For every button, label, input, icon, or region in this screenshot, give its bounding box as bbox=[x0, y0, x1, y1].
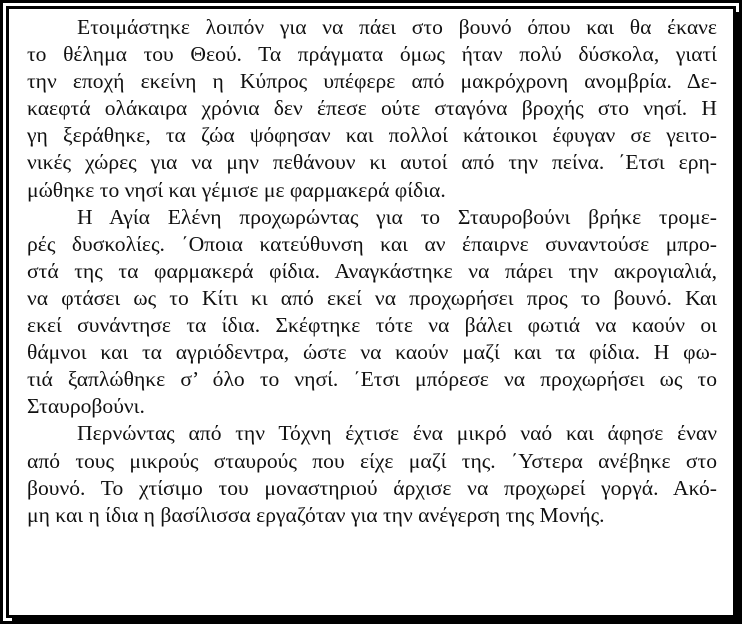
text-line: τιά ξαπλώθηκε σ’ όλο το νησί. ΄Ετσι μπόρεσε να προχωρήσει ως το bbox=[27, 367, 717, 392]
text-line: στά της τα φαρμακερά φίδια. Αναγκάστηκε να πάρει την ακρογιαλιά, bbox=[27, 258, 717, 283]
text-line: μώθηκε το νησί και γέμισε με φαρμακερά φίδια. bbox=[27, 177, 446, 202]
text-line: Σταυροβούνι. bbox=[27, 394, 145, 419]
text-line: την εποχή εκείνη η Κύπρος υπέφερε από μακρόχρονη ανομβρία. Δε- bbox=[27, 69, 717, 94]
text-line: καεφτά ολάκαιρα χρόνια δεν έπεσε ούτε σταγόνα βροχής στο νησί. Η bbox=[27, 96, 717, 121]
text-line: νικές χώρες για να μην πεθάνουν κι αυτοί από την πείνα. ΄Ετσι ερη- bbox=[27, 150, 717, 175]
text-line: γη ξεράθηκε, τα ζώα ψόφησαν και πολλοί κάτοικοι έφυγαν σε γειτο- bbox=[27, 123, 717, 148]
text-line: να φτάσει ως το Κίτι κι από εκεί να προχωρήσει προς το βουνό. Και bbox=[27, 285, 717, 310]
text-line: μη και η ίδια η βασίλισσα εργαζόταν για την ανέγερση της Μονής. bbox=[27, 502, 605, 527]
text-line: βουνό. Το χτίσιμο του μοναστηριού άρχισε να προχωρεί γοργά. Ακό- bbox=[27, 475, 717, 500]
text-line: εκεί συνάντησε τα ίδια. Σκέφτηκε τότε να βάλει φωτιά να καούν οι bbox=[27, 313, 717, 338]
text-line: από τους μικρούς σταυρούς που είχε μαζί της. ΄Υστερα ανέβηκε στο bbox=[27, 448, 717, 473]
text-block bbox=[27, 14, 717, 529]
text-line: Περνώντας από την Τόχνη έχτισε ένα μικρό ναό και άφησε έναν bbox=[77, 421, 717, 446]
paragraph-3 bbox=[27, 420, 717, 528]
text-line: Η Αγία Ελένη προχωρώντας για το Σταυροβούνι βρήκε τρομε- bbox=[77, 204, 717, 229]
text-line: ρές δυσκολίες. ΄Οποια κατεύθυνση και αν έπαιρνε συναντούσε μπρο- bbox=[27, 231, 717, 256]
paragraph-1 bbox=[27, 14, 717, 204]
text-line: Ετοιμάστηκε λοιπόν για να πάει στο βουνό όπου και θα έκανε bbox=[77, 15, 717, 39]
paragraph-2 bbox=[27, 204, 717, 421]
text-line: το θέλημα του Θεού. Τα πράγματα όμως ήταν πολύ δύσκολα, γιατί bbox=[27, 42, 717, 67]
text-line: θάμνοι και τα αγριόδεντρα, ώστε να καούν μαζί και τα φίδια. Η φω- bbox=[27, 340, 717, 365]
